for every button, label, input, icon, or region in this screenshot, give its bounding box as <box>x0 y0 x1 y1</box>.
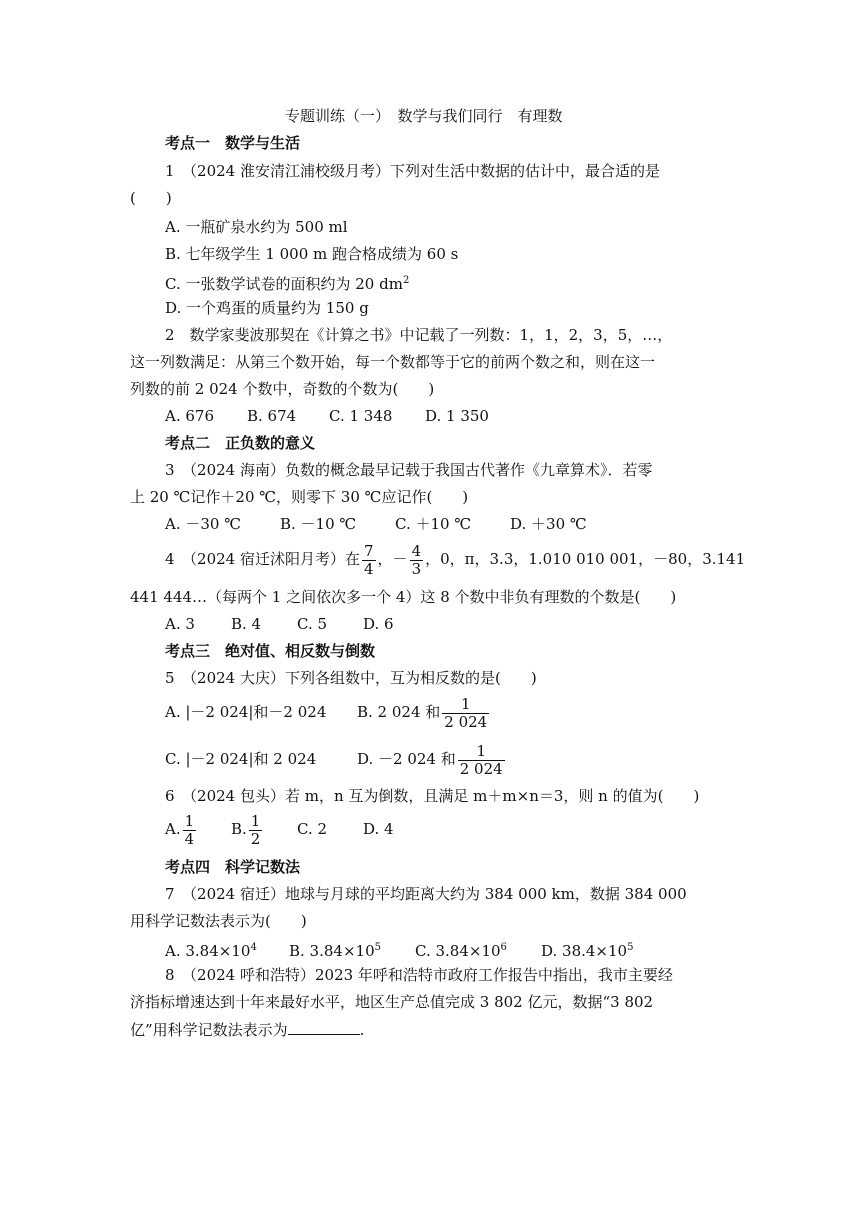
q7-option-c <box>415 938 541 961</box>
q7-option-b-sup: 5 <box>374 942 381 953</box>
section-heading-2: 考点二 正负数的意义 <box>165 434 316 452</box>
page-title: 专题训练（一） 数学与我们同行 有理数 <box>285 107 563 125</box>
q1-option-b: B. 七年级学生 1 000 m 跑合格成绩为 60 s <box>165 245 459 263</box>
q4-fraction-1-num: 7 <box>364 541 374 560</box>
q8-line3-end: . <box>359 1021 365 1039</box>
q2-option-a: A. 676 <box>165 407 214 425</box>
q6-option-a-den: 4 <box>184 829 195 848</box>
q4-fraction-2-den: 3 <box>411 559 422 578</box>
q7-stem-line1: 7 （2024 宿迁）地球与月球的平均距离大约为 384 000 km，数据 384 000 <box>165 885 687 903</box>
q3-option-a: A. －30 ℃ <box>165 515 242 533</box>
section-heading-3: 考点三 绝对值、相反数与倒数 <box>165 642 376 660</box>
q4-option-d: D. 6 <box>363 615 394 633</box>
q6-option-b-den: 2 <box>250 829 261 848</box>
q5-option-b-text: B. 2 024 和 <box>357 703 441 721</box>
q5-option-b <box>357 694 491 731</box>
q4-prefix: 4 （2024 宿迁沭阳月考）在 <box>165 550 360 568</box>
q6-options <box>165 810 394 848</box>
q5-option-d-text: D. －2 024 和 <box>357 750 456 768</box>
q2-stem-line1: 2 数学家斐波那契在《计算之书》中记载了一列数：1，1，2，3，5，…， <box>165 326 673 344</box>
q5-option-a: A. |－2 024|和－2 024 <box>165 703 327 721</box>
q6-option-a-text: A. <box>165 820 181 838</box>
q7-option-c-text: C. 3.84×10 <box>415 942 501 960</box>
q2-option-d: D. 1 350 <box>425 407 489 425</box>
q5-stem: 5 （2024 大庆）下列各组数中，互为相反数的是( ) <box>165 669 537 687</box>
q7-option-b <box>289 938 415 961</box>
q6-option-d: D. 4 <box>363 820 394 838</box>
q6-option-a-fraction <box>183 813 197 848</box>
q4-fraction-2-num: 4 <box>411 541 422 560</box>
q4-sep1: ，－ <box>377 550 408 568</box>
q5-option-d-num: 1 <box>476 741 486 760</box>
q5-options-row2 <box>165 740 507 778</box>
q3-stem-line2: 上 20 ℃记作＋20 ℃，则零下 30 ℃应记作( ) <box>130 488 469 506</box>
q8-answer-blank[interactable] <box>288 1020 360 1035</box>
q5-options-row1 <box>165 693 491 731</box>
q8-stem-line3 <box>130 1020 364 1040</box>
q7-options <box>165 938 633 961</box>
q5-option-d-den: 2 024 <box>459 759 503 778</box>
q7-stem-line2: 用科学记数法表示为( ) <box>130 912 307 930</box>
q6-option-c: C. 2 <box>297 820 328 838</box>
q3-options <box>165 514 587 534</box>
q4-stem-line2: 441 444…（每两个 1 之间依次多一个 4）这 8 个数中非负有理数的个数是( ) <box>130 588 677 606</box>
q4-fraction-1-den: 4 <box>364 559 374 578</box>
q6-option-a <box>165 810 231 848</box>
q7-option-a-sup: 4 <box>250 942 257 953</box>
q7-option-b-text: B. 3.84×10 <box>289 942 375 960</box>
q5-option-c: C. |－2 024|和 2 024 <box>165 750 317 768</box>
section-heading-1: 考点一 数学与生活 <box>165 134 301 152</box>
q8-line3-text: 亿”用科学记数法表示为 <box>130 1021 288 1039</box>
q4-rest1: ，0，π，3.3，1.010 010 001，－80，3.141 <box>425 550 746 568</box>
q2-options <box>165 406 489 426</box>
q1-option-c-text: C. 一张数学试卷的面积约为 20 dm <box>165 275 403 293</box>
q1-option-c <box>165 271 409 294</box>
q1-stem-line2: ( ) <box>130 189 172 207</box>
q7-option-a <box>165 938 289 961</box>
q6-option-b-num: 1 <box>250 811 261 830</box>
q5-option-b-den: 2 024 <box>444 712 488 731</box>
q8-stem-line1: 8 （2024 呼和浩特）2023 年呼和浩特市政府工作报告中指出，我市主要经 <box>165 966 673 984</box>
q4-option-a: A. 3 <box>165 615 195 633</box>
q6-option-b-fraction <box>249 813 263 848</box>
q2-stem-line2: 这一列数满足：从第三个数开始，每一个数都等于它的前两个数之和，则在这一 <box>130 353 656 371</box>
section-heading-4: 考点四 科学记数法 <box>165 858 301 876</box>
q7-option-d-sup: 5 <box>627 942 634 953</box>
q7-option-c-sup: 6 <box>500 942 507 953</box>
q8-stem-line2: 济指标增速达到十年来最好水平，地区生产总值完成 3 802 亿元，数据“3 802 <box>130 993 654 1011</box>
q6-option-b <box>231 810 297 848</box>
q7-option-d-text: D. 38.4×10 <box>541 942 628 960</box>
q2-stem-line3: 列数的前 2 024 个数中，奇数的个数为( ) <box>130 380 435 398</box>
q5-option-d-fraction <box>458 743 505 778</box>
q5-option-b-fraction <box>442 696 489 731</box>
q4-fraction-1 <box>362 543 376 578</box>
q3-option-c: C. ＋10 ℃ <box>395 515 472 533</box>
q4-option-c: C. 5 <box>297 615 328 633</box>
q4-fraction-2 <box>410 543 424 578</box>
q2-option-c: C. 1 348 <box>329 407 393 425</box>
q3-option-d: D. ＋30 ℃ <box>510 515 587 533</box>
q4-option-b: B. 4 <box>231 615 262 633</box>
q1-option-c-sup: 2 <box>402 275 410 286</box>
q1-option-d: D. 一个鸡蛋的质量约为 150 g <box>165 299 369 317</box>
q4-options <box>165 614 394 634</box>
q3-option-b: B. －10 ℃ <box>280 515 357 533</box>
q6-option-b-text: B. <box>231 820 247 838</box>
q6-option-a-num: 1 <box>184 811 195 830</box>
q3-stem-line1: 3 （2024 海南）负数的概念最早记载于我国古代著作《九章算术》．若零 <box>165 461 653 479</box>
q4-stem-line1 <box>165 541 745 578</box>
q6-stem: 6 （2024 包头）若 m，n 互为倒数，且满足 m＋m×n＝3，则 n 的值为( ) <box>165 787 700 805</box>
q7-option-a-text: A. 3.84×10 <box>165 942 251 960</box>
q2-option-b: B. 674 <box>247 407 297 425</box>
q1-stem-line1: 1 （2024 淮安清江浦校级月考）下列对生活中数据的估计中，最合适的是 <box>165 162 660 180</box>
q1-option-a: A. 一瓶矿泉水约为 500 ml <box>165 218 348 236</box>
q5-option-d <box>357 741 507 778</box>
q7-option-d <box>541 938 633 961</box>
q5-option-b-num: 1 <box>460 694 471 713</box>
